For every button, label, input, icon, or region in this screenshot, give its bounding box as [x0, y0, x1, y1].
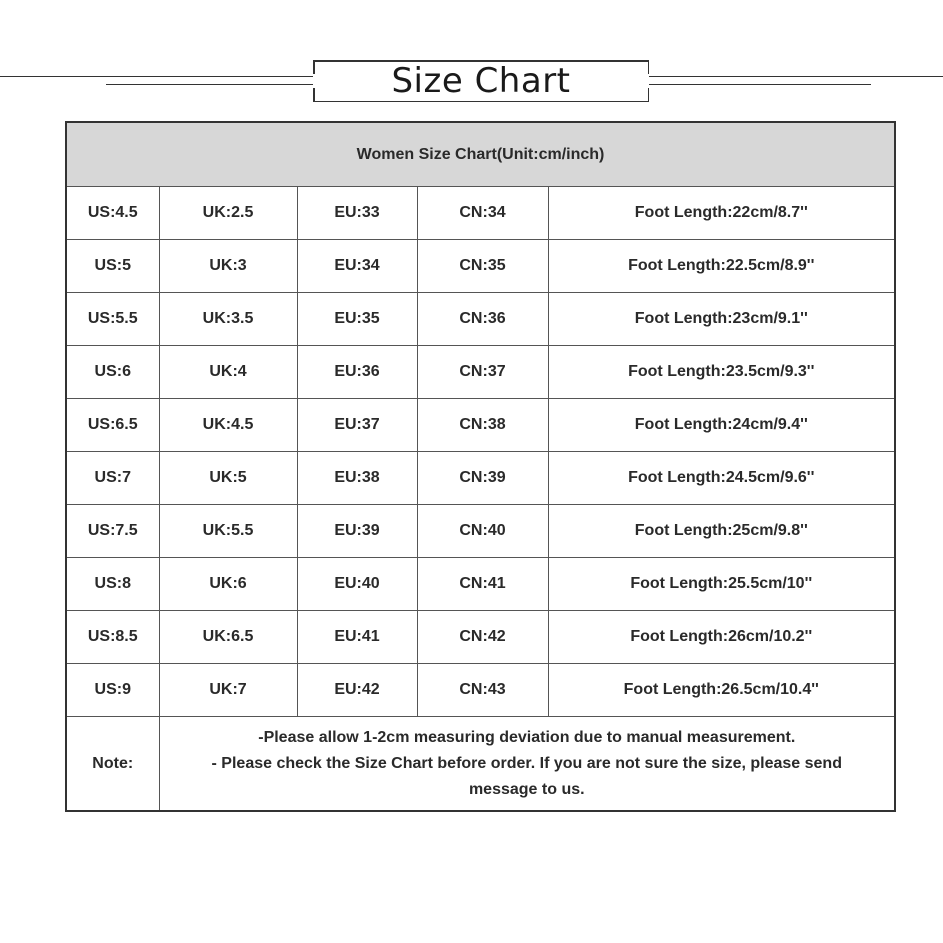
- cn-size-cell: CN:39: [417, 452, 548, 505]
- foot-length-cell: Foot Length:24cm/9.4'': [548, 399, 895, 452]
- title-rule-right-long: [649, 76, 943, 77]
- foot-length-cell: Foot Length:26.5cm/10.4'': [548, 664, 895, 717]
- foot-length-cell: Foot Length:25.5cm/10'': [548, 558, 895, 611]
- eu-size-cell: EU:40: [297, 558, 417, 611]
- table-row: [66, 505, 895, 558]
- note-text: [159, 717, 895, 812]
- title-rule-left-short: [106, 84, 313, 85]
- uk-size-cell: UK:3: [159, 240, 297, 293]
- table-row: [66, 399, 895, 452]
- cn-size-cell: CN:38: [417, 399, 548, 452]
- table-heading-row: [66, 122, 895, 187]
- us-size-cell: US:5: [66, 240, 159, 293]
- us-size-cell: US:8.5: [66, 611, 159, 664]
- eu-size-cell: EU:41: [297, 611, 417, 664]
- foot-length-cell: Foot Length:22cm/8.7'': [548, 187, 895, 240]
- table-row: [66, 187, 895, 240]
- table-row: [66, 452, 895, 505]
- foot-length-cell: Foot Length:23cm/9.1'': [548, 293, 895, 346]
- us-size-cell: US:7: [66, 452, 159, 505]
- eu-size-cell: EU:35: [297, 293, 417, 346]
- foot-length-cell: Foot Length:23.5cm/9.3'': [548, 346, 895, 399]
- uk-size-cell: UK:5.5: [159, 505, 297, 558]
- table-row: [66, 293, 895, 346]
- cn-size-cell: CN:35: [417, 240, 548, 293]
- uk-size-cell: UK:2.5: [159, 187, 297, 240]
- us-size-cell: US:8: [66, 558, 159, 611]
- uk-size-cell: UK:6: [159, 558, 297, 611]
- eu-size-cell: EU:39: [297, 505, 417, 558]
- table-row: [66, 346, 895, 399]
- us-size-cell: US:6: [66, 346, 159, 399]
- cn-size-cell: CN:40: [417, 505, 548, 558]
- table-row: [66, 664, 895, 717]
- foot-length-cell: Foot Length:25cm/9.8'': [548, 505, 895, 558]
- note-line: message to us.: [468, 780, 585, 798]
- cn-size-cell: CN:34: [417, 187, 548, 240]
- size-chart-table: [65, 121, 896, 812]
- table-row: [66, 240, 895, 293]
- cn-size-cell: CN:43: [417, 664, 548, 717]
- foot-length-cell: Foot Length:24.5cm/9.6'': [548, 452, 895, 505]
- eu-size-cell: EU:36: [297, 346, 417, 399]
- title-rule-left-long: [0, 76, 313, 77]
- table-row: [66, 558, 895, 611]
- eu-size-cell: EU:38: [297, 452, 417, 505]
- cn-size-cell: CN:41: [417, 558, 548, 611]
- foot-length-cell: Foot Length:22.5cm/8.9'': [548, 240, 895, 293]
- us-size-cell: US:6.5: [66, 399, 159, 452]
- cn-size-cell: CN:36: [417, 293, 548, 346]
- uk-size-cell: UK:4: [159, 346, 297, 399]
- eu-size-cell: EU:34: [297, 240, 417, 293]
- us-size-cell: US:5.5: [66, 293, 159, 346]
- cn-size-cell: CN:42: [417, 611, 548, 664]
- uk-size-cell: UK:4.5: [159, 399, 297, 452]
- uk-size-cell: UK:3.5: [159, 293, 297, 346]
- eu-size-cell: EU:42: [297, 664, 417, 717]
- table-heading: Women Size Chart(Unit:cm/inch): [66, 122, 895, 187]
- note-line: -Please allow 1-2cm measuring deviation due to manual measurement.: [258, 728, 796, 746]
- page-title: Size Chart: [391, 61, 571, 101]
- us-size-cell: US:7.5: [66, 505, 159, 558]
- uk-size-cell: UK:5: [159, 452, 297, 505]
- title-rule-right-short: [649, 84, 871, 85]
- note-row: [66, 717, 895, 812]
- eu-size-cell: EU:37: [297, 399, 417, 452]
- note-line: - Please check the Size Chart before order. If you are not sure the size, please send: [211, 754, 842, 772]
- note-label: Note:: [66, 717, 159, 812]
- cn-size-cell: CN:37: [417, 346, 548, 399]
- uk-size-cell: UK:6.5: [159, 611, 297, 664]
- uk-size-cell: UK:7: [159, 664, 297, 717]
- us-size-cell: US:4.5: [66, 187, 159, 240]
- us-size-cell: US:9: [66, 664, 159, 717]
- foot-length-cell: Foot Length:26cm/10.2'': [548, 611, 895, 664]
- eu-size-cell: EU:33: [297, 187, 417, 240]
- title-frame: [313, 60, 649, 102]
- table-row: [66, 611, 895, 664]
